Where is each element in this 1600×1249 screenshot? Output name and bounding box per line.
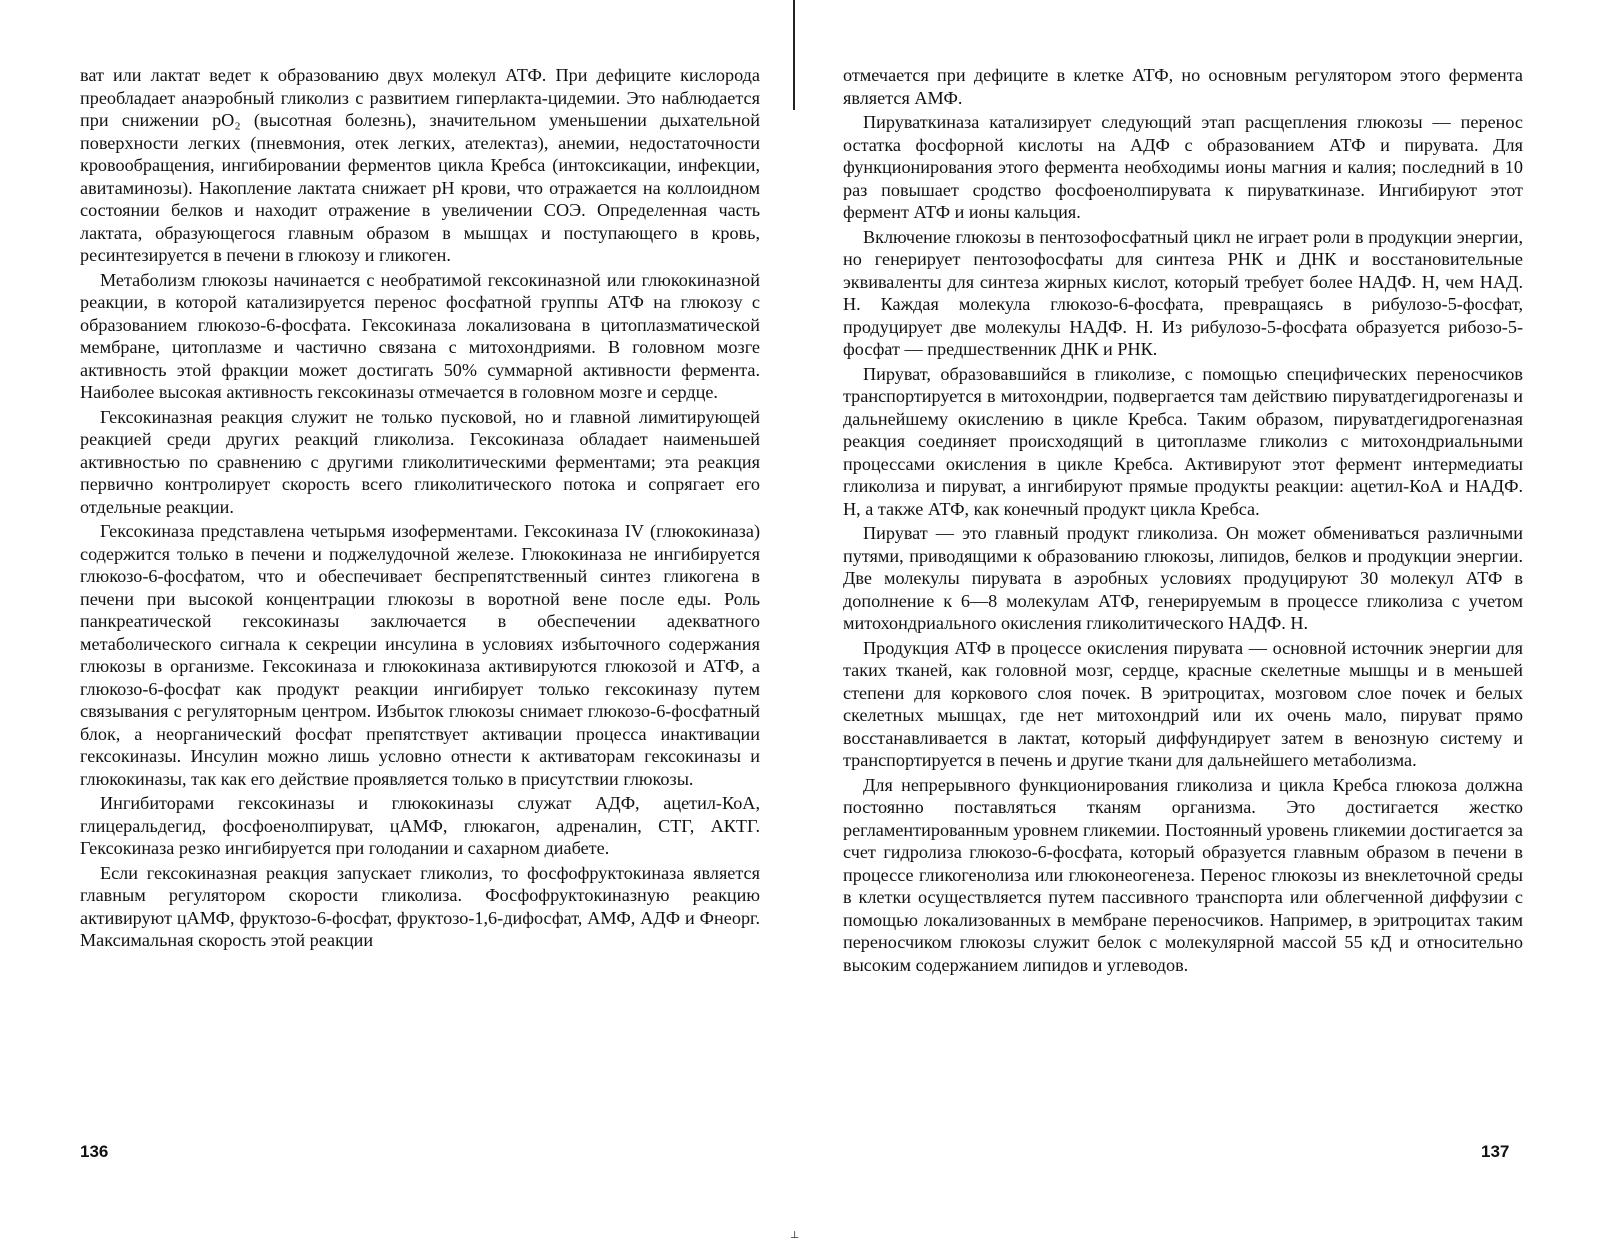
gutter-line — [793, 0, 795, 110]
gutter-mark: ⊥ — [790, 1230, 800, 1241]
right-paragraph-4: Пируват, образовавшийся в гликолизе, с помощью специфических переносчиков транспортируется в митохондрии, подвергается там действию пируватдегидрогеназы и дальнейшему окислению в цикле Кребса. Таким образом, пируватдегидрогеназная реакция соединяет происходящий в цитоплазме гликолиз с митохондриальными процессами окисления в цикле Кребса. Активируют этот фермент интермедиаты гликолиза и пируват, а ингибируют прямые продукты реакции: ацетил-КоА и НАДФ. Н, а также АТФ, как конечный продукт цикла Кребса. — [843, 363, 1523, 519]
left-page-number: 136 — [80, 1142, 109, 1161]
left-paragraph-3: Гексокиназная реакция служит не только пусковой, но и главной лимитирующей реакцией среди других реакций гликолиза. Гексокиназа обладает наименьшей активностью по сравнению с другими гликолитическими ферментами; эта реакция первично контролирует скорость всего гликолитического потока и сопрягает его отдельные реакции. — [80, 406, 760, 517]
right-page-number: 137 — [1481, 1142, 1510, 1161]
right-paragraph-7: Для непрерывного функционирования гликолиза и цикла Кребса глюкоза должна постоянно поставляться тканям организма. Это достигается жестко регламентированным уровнем гликемии. Постоянный уровень гликемии достигается за счет гидролиза глюкозо-6-фосфата, который образуется главным образом в печени в процессе гликогенолиза или глюконеогенеза. Перенос глюкозы из внеклеточной среды в клетки осуществляется путем пассивного транспорта или облегченной диффузии с помощью локализованных в мембране переносчиков. Например, в эритроцитах таким переносчиком глюкозы служит белок с молекулярной массой 55 кД и относительно высоким содержанием липидов и углеводов. — [843, 774, 1523, 975]
left-page-text — [80, 64, 760, 954]
left-paragraph-2: Метаболизм глюкозы начинается с необратимой гексокиназной или глюкокиназной реакции, в которой катализируется перенос фосфатной группы АТФ на глюкозу с образованием глюкозо-6-фосфата. Гексокиназа локализована в цитоплазматической мембране, цитоплазме и частично связана с митохондриями. В головном мозге активность этой фракции может достигать 50% суммарной активности фермента. Наиболее высокая активность гексокиназы отмечается в головном мозге и сердце. — [80, 269, 760, 402]
right-paragraph-6: Продукция АТФ в процессе окисления пирувата — основной источник энергии для таких тканей, как головной мозг, сердце, красные скелетные мышцы и в меньшей степени для коркового слоя почек. В эритроцитах, мозговом слое почек и белых скелетных мышцах, где нет митохондрий или их очень мало, пируват прямо восстанавливается в лактат, который диффундирует затем в венозную систему и транспортируется в печень и другие ткани для дальнейшего метаболизма. — [843, 637, 1523, 770]
left-paragraph-5: Ингибиторами гексокиназы и глюкокиназы служат АДФ, ацетил-КоА, глицеральдегид, фосфоенолпируват, цАМФ, глюкагон, адреналин, СТГ, АКТГ. Гексокиназа резко ингибируется при голодании и сахарном диабете. — [80, 793, 760, 858]
right-paragraph-5: Пируват — это главный продукт гликолиза. Он может обмениваться различными путями, приводящими к образованию глюкозы, липидов, белков и продукции энергии. Две молекулы пирувата в аэробных условиях продуцируют 30 молекул АТФ в дополнение к 6—8 молекулам АТФ, генерируемым в процессе гликолиза с учетом митохондриального окисления гликолитического НАДФ. Н. — [843, 523, 1523, 633]
left-paragraph-4: Гексокиназа представлена четырьмя изоферментами. Гексокиназа IV (глюкокиназа) содержится только в печени и поджелудочной железе. Глюкокиназа не ингибируется глюкозо-6-фосфатом, что и обеспечивает беспрепятственный синтез гликогена в печени при высокой концентрации глюкозы в воротной вене после еды. Роль панкреатической гексокиназы заключается в обеспечении адекватного метаболического сигнала к секреции инсулина в условиях избыточного содержания глюкозы в организме. Гексокиназа и глюкокиназа активируются глюкозой и АТФ, а глюкозо-6-фосфат как продукт реакции ингибирует только гексокиназу путем связывания с регуляторным центром. Избыток глюкозы снимает глюкозо-6-фосфатный блок, а неорганический фосфат препятствует активации процесса инактивации гексокиназы. Инсулин можно лишь условно отнести к активаторам гексокиназы и глюкокиназы, так как его действие проявляется только в присутствии глюкозы. — [80, 521, 760, 789]
right-paragraph-2: Пируваткиназа катализирует следующий этап расщепления глюкозы — перенос остатка фосфорной кислоты на АДФ с образованием АТФ и пирувата. Для функционирования этого фермента необходимы ионы магния и калия; последний в 10 раз повышает сродство фосфоенолпирувата к пируваткиназе. Ингибируют этот фермент АТФ и ионы кальция. — [843, 112, 1523, 222]
right-paragraph-3: Включение глюкозы в пентозофосфатный цикл не играет роли в продукции энергии, но генерирует пентозофосфаты для синтеза РНК и ДНК и восстановительные эквиваленты для синтеза жирных кислот, который требует более НАДФ. Н, чем НАД. Н. Каждая молекула глюкозо-6-фосфата, превращаясь в рибулозо-5-фосфат, продуцирует две молекулы НАДФ. Н. Из рибулозо-5-фосфата образуется рибозо-5-фосфат — предшественник ДНК и РНК. — [843, 226, 1523, 359]
left-paragraph-6: Если гексокиназная реакция запускает гликолиз, то фосфофруктокиназа является главным регулятором скорости гликолиза. Фосфофруктокиназную реакцию активируют цАМФ, фруктозо-6-фосфат, фруктозо-1,6-дифосфат, АМФ, АДФ и Фнеорг. Максимальная скорость этой реакции — [80, 862, 760, 950]
right-paragraph-1: отмечается при дефиците в клетке АТФ, но основным регулятором этого фермента является АМФ. — [843, 65, 1523, 108]
right-page-text — [843, 64, 1523, 978]
left-paragraph-1: ват или лактат ведет к образованию двух молекул АТФ. При дефиците кислорода преобладает анаэробный гликолиз с развитием гиперлакта-цидемии. Это наблюдается при снижении pO₂ (высотная болезнь), значительном уменьшении дыхательной поверхности легких (пневмония, отек легких, ателектаз), анемии, недостаточности кровообращения, ингибировании ферментов цикла Кребса (интоксикации, инфекции, авитаминозы). Накопление лактата снижает pH крови, что отражается на коллоидном состоянии белков и находит отражение в увеличении СОЭ. Определенная часть лактата, образующегося главным образом в мышцах и поступающего в кровь, ресинтезируется в печени в глюкозу и гликоген. — [80, 65, 760, 265]
